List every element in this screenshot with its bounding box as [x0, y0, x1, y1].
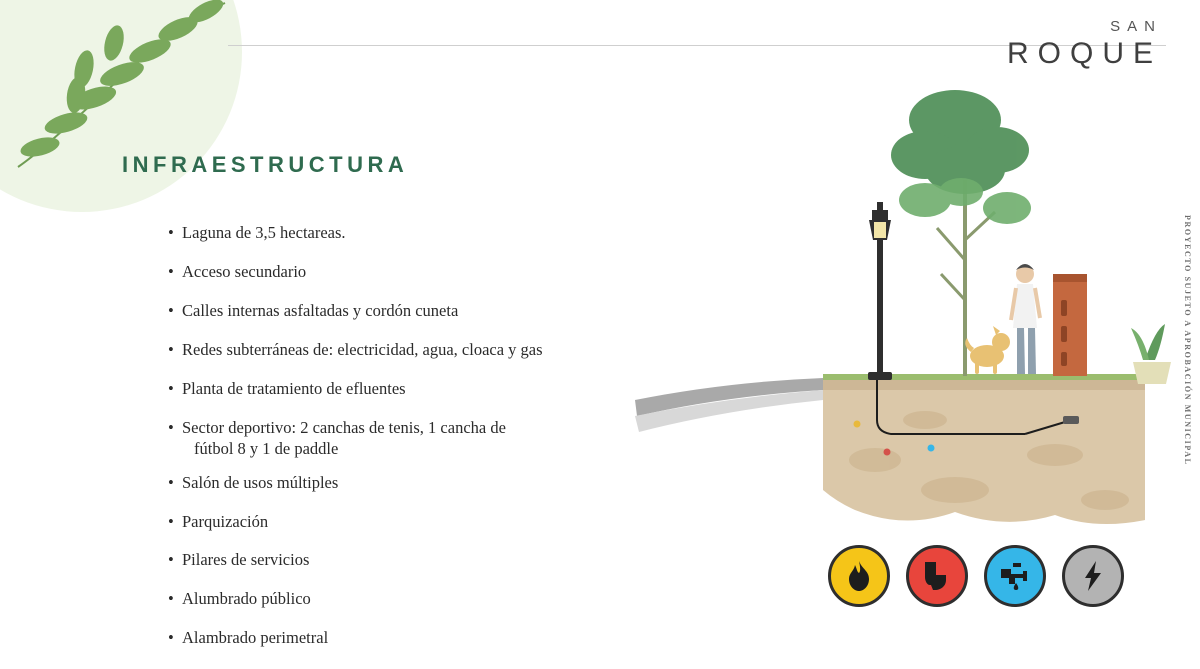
brand-line-san: SAN	[1110, 18, 1162, 35]
bullet-marker: •	[168, 378, 174, 398]
list-item	[168, 417, 638, 460]
list-item-label: Acceso secundario	[182, 261, 307, 281]
list-item-label: Calles internas asfaltadas y cordón cuneta	[182, 300, 459, 320]
list-item	[168, 511, 638, 532]
bullet-marker: •	[168, 417, 174, 437]
bullet-marker: •	[168, 261, 174, 281]
bullet-marker: •	[168, 339, 174, 359]
list-item	[168, 472, 638, 493]
bullet-marker: •	[168, 223, 174, 242]
bullet-marker: •	[168, 300, 174, 320]
bullet-marker: •	[168, 589, 174, 609]
toilet-glyph	[923, 560, 951, 592]
lightning-bolt-glyph	[1083, 560, 1103, 592]
list-item	[168, 300, 638, 321]
faucet-glyph	[999, 561, 1031, 591]
list-item	[168, 588, 638, 609]
brand-line-roque: ROQUE	[1006, 37, 1162, 70]
page-title: INFRAESTRUCTURA	[122, 152, 409, 177]
list-item-label-line2: fútbol 8 y 1 de paddle	[194, 439, 339, 459]
legal-note: PROYECTO SUJETO A APROBACIÓN MUNICIPAL	[1183, 215, 1192, 466]
bullet-marker: •	[168, 472, 174, 492]
list-item-label: Alumbrado público	[182, 589, 311, 609]
bullet-marker: •	[168, 628, 174, 648]
sewer-icon[interactable]	[906, 545, 968, 607]
list-item-label: Planta de tratamiento de efluentes	[182, 378, 406, 398]
list-item-label: Pilares de servicios	[182, 550, 310, 570]
gas-icon[interactable]	[828, 545, 890, 607]
list-item	[168, 261, 638, 282]
service-icons	[828, 545, 1124, 607]
underground-services-cross-section	[625, 60, 1185, 560]
list-item	[168, 549, 638, 570]
list-item-label: Redes subterráneas de: electricidad, agua, cloaca y gas	[182, 339, 543, 359]
list-item-label: Salón de usos múltiples	[182, 472, 339, 492]
list-item	[168, 222, 638, 243]
list-item-label: Sector deportivo: 2 canchas de tenis, 1 cancha de	[182, 417, 506, 437]
bullet-marker: •	[168, 511, 174, 531]
list-item-label: Laguna de 3,5 hectareas.	[182, 223, 346, 242]
electricity-icon[interactable]	[1062, 545, 1124, 607]
water-icon[interactable]	[984, 545, 1046, 607]
bullet-marker: •	[168, 550, 174, 570]
list-item	[168, 339, 638, 360]
list-item	[168, 627, 638, 648]
list-item-label: Parquización	[182, 511, 269, 531]
list-item-label: Alambrado perimetral	[182, 628, 329, 648]
list-item	[168, 378, 638, 399]
flame-glyph	[844, 560, 874, 592]
infrastructure-list	[168, 222, 638, 666]
